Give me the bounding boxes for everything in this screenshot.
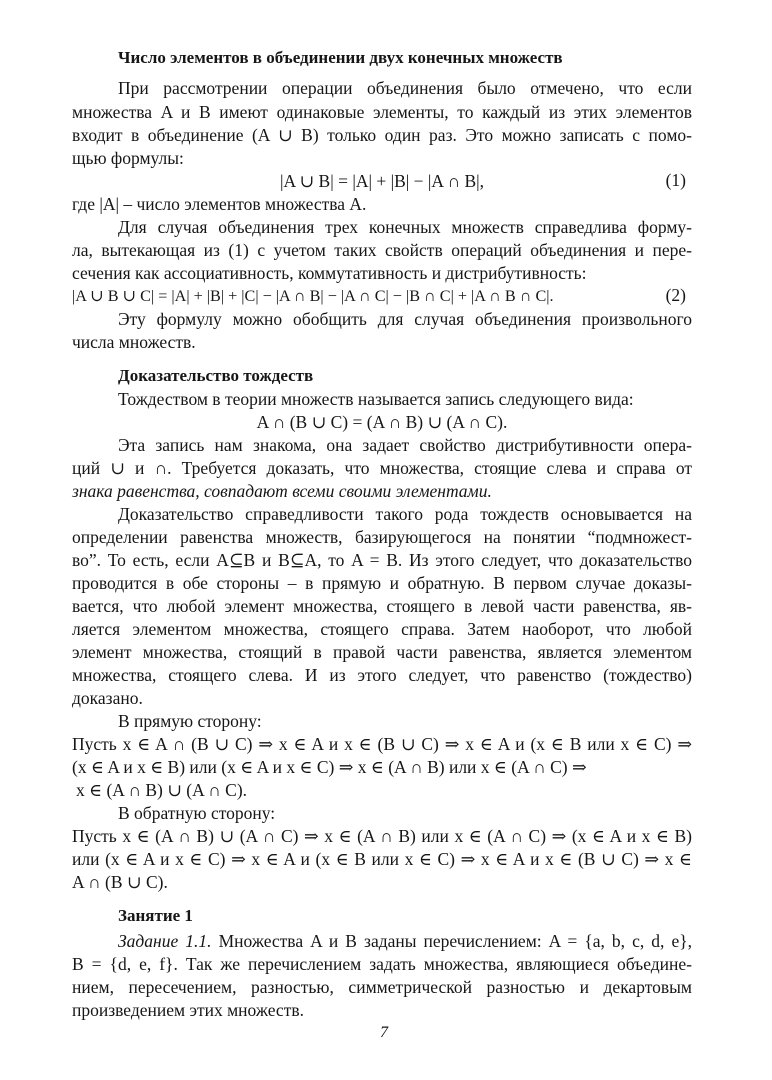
- task-line: [118, 930, 692, 952]
- paragraph-line: ций ∪ и ∩. Требуется доказать, что множества, стоящие слева и справа от: [72, 458, 692, 478]
- task-label: Задание 1.1.: [118, 931, 212, 951]
- paragraph-line: определении равенства множеств, базирующегося на понятии “подмножест-: [72, 527, 692, 547]
- task-text: Множества A и B заданы перечислением: A = {a, b, c, d, e},: [218, 931, 693, 951]
- paragraph-line: во”. То есть, если A⊆B и B⊆A, то A = B. Из этого следует, что доказательство: [72, 550, 692, 570]
- proof-line: x ∈ (A ∩ B) ∪ (A ∩ C).: [76, 780, 248, 800]
- page-number: 7: [380, 1024, 388, 1041]
- paragraph-line: Для случая объединения трех конечных множеств справедлива форму-: [118, 217, 692, 237]
- paragraph-line: Эту формулу можно обобщить для случая объединения произвольного: [118, 309, 692, 329]
- formula-1-number: (1): [665, 170, 686, 190]
- backward-label: В обратную сторону:: [118, 803, 276, 823]
- paragraph-line: множества, стоящего слева. И из этого следует, что равенство (тождество): [72, 665, 692, 685]
- paragraph-line: проводится в обе стороны – в прямую и обратную. В первом случае доказы-: [72, 573, 692, 593]
- paragraph-line: Доказательство справедливости такого рода тождеств основывается на: [118, 504, 692, 524]
- paragraph-line: Эта запись нам знакома, она задает свойство дистрибутивности опера-: [118, 435, 692, 455]
- paragraph-line: вается, что любой элемент множества, стоящего в левой части равенства, яв-: [72, 596, 692, 616]
- section-heading-identities: Доказательство тождеств: [118, 366, 314, 385]
- task-line: B = {d, e, f}. Так же перечислением задать множества, являющиеся объедине-: [72, 954, 692, 974]
- proof-line: A ∩ (B ∪ C).: [72, 872, 168, 892]
- paragraph-line: числа множеств.: [72, 332, 196, 352]
- forward-label: В прямую сторону:: [118, 711, 262, 731]
- paragraph-line: ляется элементом множества, стоящего справа. Затем наоборот, что любой: [72, 619, 692, 639]
- paragraph-line: входит в объединение (A ∪ B) только один раз. Это можно записать с помо-: [72, 125, 692, 145]
- paragraph-line: ла, вытекающая из (1) с учетом таких свойств операций объединения и пере-: [72, 240, 692, 260]
- proof-line: или (x ∈ A и x ∈ C) ⇒ x ∈ A и (x ∈ B или x ∈ C) ⇒ x ∈ A и x ∈ (B ∪ C) ⇒ x ∈: [72, 849, 692, 869]
- formula-2: |A ∪ B ∪ C| = |A| + |B| + |C| − |A ∩ B| − |A ∩ C| − |B ∩ C| + |A ∩ B ∩ C|.: [72, 287, 554, 305]
- task-line: нием, пересечением, разностью, симметрической разностью и декартовым: [72, 977, 692, 997]
- paragraph-line: При рассмотрении операции объединения было отмечено, что если: [118, 78, 692, 98]
- paragraph-line: множества A и B имеют одинаковые элементы, то каждый из этих элементов: [72, 102, 692, 122]
- italic-statement: знака равенства, совпадают всеми своими элементами.: [72, 481, 492, 501]
- paragraph-line: доказано.: [72, 688, 143, 708]
- proof-line: (x ∈ A и x ∈ B) или (x ∈ A и x ∈ C) ⇒ x ∈ (A ∩ B) или x ∈ (A ∩ C) ⇒: [72, 757, 587, 777]
- paragraph-line: щью формулы:: [72, 148, 184, 168]
- task-line: произведением этих множеств.: [72, 1000, 304, 1020]
- section-heading-lesson-1: Занятие 1: [118, 906, 193, 925]
- proof-line: Пусть x ∈ (A ∩ B) ∪ (A ∩ C) ⇒ x ∈ (A ∩ B) или x ∈ (A ∩ C) ⇒ (x ∈ A и x ∈ B): [72, 826, 692, 846]
- where-line: где |A| – число элементов множества A.: [72, 194, 367, 214]
- section-heading-union-count: Число элементов в объединении двух конечных множеств: [118, 48, 563, 67]
- paragraph-line: сечения как ассоциативность, коммутативность и дистрибутивность:: [72, 263, 587, 283]
- formula-1: |A ∪ B| = |A| + |B| − |A ∩ B|,: [279, 171, 485, 191]
- paragraph-line: элемент множества, стоящий в правой части равенства, является элементом: [72, 642, 692, 662]
- proof-line: Пусть x ∈ A ∩ (B ∪ C) ⇒ x ∈ A и x ∈ (B ∪ C) ⇒ x ∈ A и (x ∈ B или x ∈ C) ⇒: [72, 734, 692, 754]
- formula-2-number: (2): [665, 285, 686, 305]
- paragraph-line: Тождеством в теории множеств называется запись следующего вида:: [118, 389, 634, 409]
- identity-formula: A ∩ (B ∪ C) = (A ∩ B) ∪ (A ∩ C).: [256, 412, 508, 432]
